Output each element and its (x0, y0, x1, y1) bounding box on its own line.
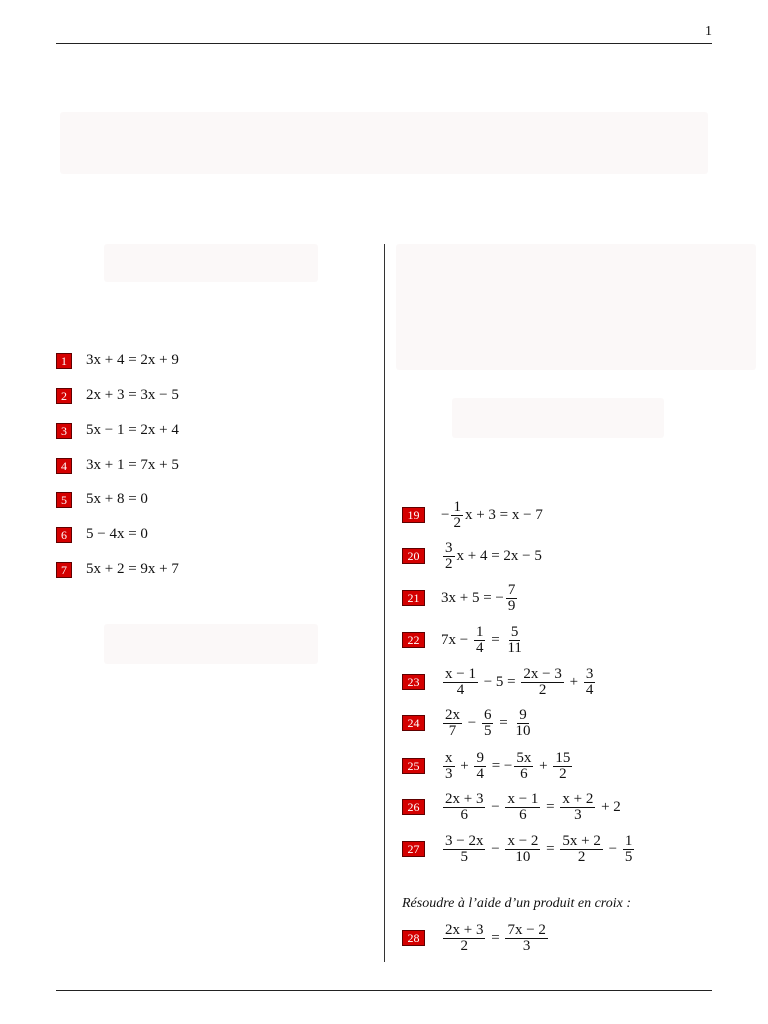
fraction-denominator: 2 (577, 848, 586, 865)
fraction (443, 541, 455, 572)
exercise-number-badge: 5 (56, 492, 72, 508)
fraction-denominator: 2 (559, 765, 567, 782)
equation: 2x + 3 = 3x − 5 (86, 387, 179, 403)
exercise-number-badge: 6 (56, 527, 72, 543)
equation: 5x + 8 = 0 (86, 491, 148, 507)
equation-text: 7x − (441, 631, 472, 648)
equation-text: − (487, 798, 504, 815)
fraction-denominator: 3 (574, 806, 582, 823)
exercise-20 (402, 538, 542, 574)
fraction (521, 667, 563, 698)
exercise-6 (56, 526, 148, 543)
exercise-number-badge: 26 (402, 799, 425, 815)
equation: 5 − 4x = 0 (86, 526, 148, 542)
equation-text: − (441, 506, 450, 523)
exercise-number-badge: 28 (402, 930, 425, 946)
fraction (443, 834, 485, 865)
fraction-numerator: 5x + 2 (562, 832, 601, 849)
cross-product-instruction: Résoudre à l’aide d’un produit en croix : (402, 896, 632, 911)
fraction-denominator: 6 (520, 765, 528, 782)
fraction (443, 792, 485, 823)
equation-text: x + 4 = 2x − 5 (456, 547, 542, 564)
fraction-numerator: x − 2 (507, 832, 539, 849)
equation-text: − (487, 840, 504, 857)
fraction (584, 667, 596, 698)
exercise-number-badge: 23 (402, 674, 425, 690)
equation-text: − (604, 840, 621, 857)
fraction-numerator: 2x + 3 (445, 921, 484, 938)
exercise-25 (402, 748, 574, 784)
equation (441, 541, 542, 572)
page-number: 1 (705, 24, 712, 39)
fraction-denominator: 4 (475, 639, 484, 656)
exercise-23 (402, 664, 597, 700)
faded-box (104, 244, 318, 282)
fraction-denominator: 2 (445, 555, 453, 572)
fraction (505, 834, 540, 865)
exercise-number-badge: 7 (56, 562, 72, 578)
fraction-numerator: 7x − 2 (507, 921, 546, 938)
exercise-number-badge: 25 (402, 758, 425, 774)
fraction-numerator: 2x + 3 (445, 790, 484, 807)
faded-box (104, 624, 318, 664)
footer-rule (56, 990, 712, 991)
exercise-number-badge: 2 (56, 388, 72, 404)
fraction (553, 751, 572, 782)
exercise-7 (56, 561, 179, 578)
fraction-numerator: x − 1 (445, 665, 476, 682)
equation-text: = (495, 714, 512, 731)
fraction-numerator: 3 (585, 665, 594, 682)
equation-text: = (542, 798, 559, 815)
fraction-numerator: x (445, 749, 453, 766)
fraction (451, 500, 463, 531)
exercise-4 (56, 457, 179, 474)
equation-text: = (542, 840, 559, 857)
equation (441, 751, 574, 782)
exercise-number-badge: 1 (56, 353, 72, 369)
exercise-27 (402, 831, 636, 867)
equation (441, 625, 526, 656)
fraction-numerator: 9 (476, 749, 484, 766)
fraction-numerator: 15 (555, 749, 571, 766)
fraction (443, 923, 485, 954)
fraction (505, 625, 523, 656)
fraction (560, 792, 595, 823)
equation-text: − (464, 714, 480, 731)
fraction-denominator: 6 (519, 806, 527, 823)
equation (441, 834, 636, 865)
exercise-number-badge: 21 (402, 590, 425, 606)
equation: 5x − 1 = 2x + 4 (86, 422, 179, 438)
equation-text: + (565, 673, 582, 690)
equation-text: x + 3 = x − 7 (464, 506, 543, 523)
fraction-numerator: 5 (510, 623, 519, 640)
fraction (505, 792, 540, 823)
exercise-26 (402, 789, 621, 825)
column-divider (384, 244, 385, 962)
fraction-numerator: 3 (445, 539, 453, 556)
fraction-denominator: 2 (460, 937, 468, 954)
fraction (482, 708, 494, 739)
faded-text-block (396, 244, 756, 370)
fraction-denominator: 3 (522, 937, 531, 954)
equation-text: = − (487, 757, 513, 774)
fraction-numerator: 6 (483, 706, 492, 723)
equation (441, 667, 597, 698)
fraction (560, 834, 602, 865)
fraction (506, 583, 518, 614)
exercise-2 (56, 387, 179, 404)
equation-text: = (487, 929, 504, 946)
faded-box (452, 398, 664, 438)
exercise-number-badge: 3 (56, 423, 72, 439)
fraction-denominator: 2 (453, 514, 461, 531)
fraction-denominator: 6 (460, 806, 468, 823)
fraction (514, 751, 533, 782)
exercise-number-badge: 27 (402, 841, 425, 857)
fraction-denominator: 10 (515, 848, 531, 865)
exercise-5 (56, 491, 148, 508)
fraction-numerator: 2x (445, 706, 460, 723)
equation (441, 792, 621, 823)
fraction (623, 834, 635, 865)
fraction (443, 751, 455, 782)
equation: 3x + 4 = 2x + 9 (86, 352, 179, 368)
fraction-numerator: 5x (516, 749, 532, 766)
equation (441, 500, 543, 531)
fraction-numerator: 3 − 2x (445, 832, 484, 849)
exercise-24 (402, 705, 534, 741)
equation-text: + (456, 757, 473, 774)
exercise-19 (402, 497, 543, 533)
fraction (505, 923, 547, 954)
equation-text: + (535, 757, 552, 774)
fraction-denominator: 2 (538, 681, 547, 698)
fraction-denominator: 3 (445, 765, 453, 782)
exercise-3 (56, 422, 179, 439)
fraction-denominator: 4 (476, 765, 484, 782)
faded-title-area (60, 112, 708, 174)
fraction (443, 667, 478, 698)
fraction-numerator: 1 (475, 623, 484, 640)
equation (441, 583, 519, 614)
fraction-denominator: 5 (624, 848, 633, 865)
equation (441, 708, 534, 739)
fraction-denominator: 4 (585, 681, 594, 698)
fraction-denominator: 10 (515, 722, 531, 739)
exercise-number-badge: 19 (402, 507, 425, 523)
fraction-denominator: 9 (507, 597, 516, 614)
equation (441, 923, 550, 954)
exercise-number-badge: 24 (402, 715, 425, 731)
fraction (443, 708, 462, 739)
equation-text: 3x + 5 = − (441, 589, 504, 606)
fraction-numerator: 2x − 3 (523, 665, 562, 682)
fraction-numerator: x − 1 (507, 790, 539, 807)
header-rule (56, 43, 712, 44)
fraction-numerator: 1 (453, 498, 461, 515)
fraction-numerator: 7 (507, 581, 516, 598)
fraction-denominator: 5 (460, 848, 468, 865)
exercise-21 (402, 580, 519, 616)
fraction-denominator: 4 (456, 681, 465, 698)
fraction (513, 708, 532, 739)
fraction-numerator: 9 (519, 706, 527, 723)
equation: 5x + 2 = 9x + 7 (86, 561, 179, 577)
equation: 3x + 1 = 7x + 5 (86, 457, 179, 473)
exercise-number-badge: 4 (56, 458, 72, 474)
fraction-denominator: 11 (507, 639, 522, 656)
equation-text: − 5 = (479, 673, 520, 690)
fraction-denominator: 7 (448, 722, 457, 739)
exercise-22 (402, 622, 526, 658)
exercise-1 (56, 352, 179, 369)
fraction (474, 625, 486, 656)
exercise-number-badge: 22 (402, 632, 425, 648)
exercise-number-badge: 20 (402, 548, 425, 564)
fraction-numerator: 1 (624, 832, 633, 849)
fraction-denominator: 5 (483, 722, 492, 739)
exercise-28 (402, 920, 550, 956)
fraction-numerator: x + 2 (562, 790, 594, 807)
equation-text: + 2 (597, 798, 621, 815)
equation-text: = (487, 631, 504, 648)
fraction (474, 751, 486, 782)
